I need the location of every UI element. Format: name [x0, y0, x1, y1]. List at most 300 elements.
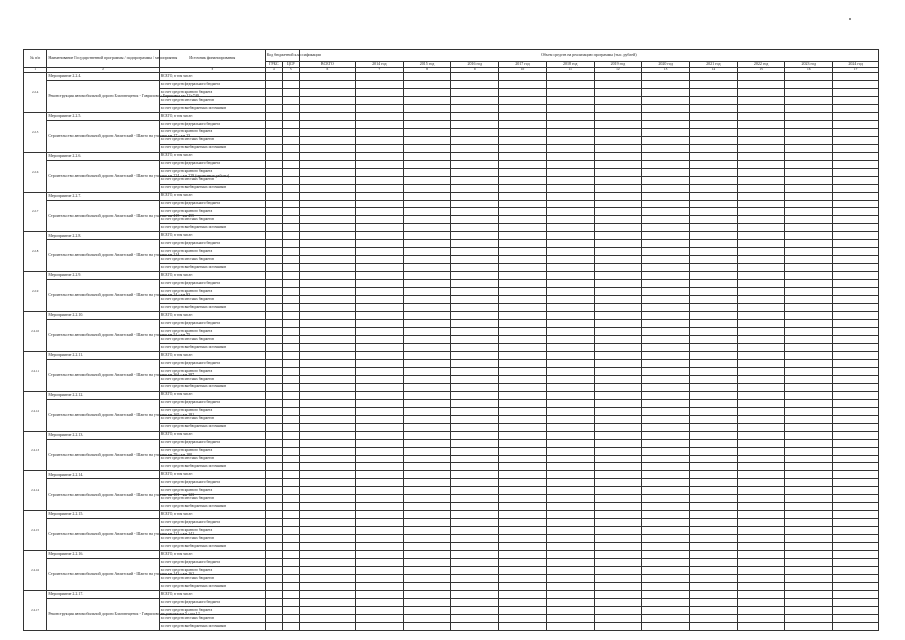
year-value-cell	[737, 176, 785, 184]
year-value-cell	[642, 479, 690, 487]
year-value-cell	[833, 296, 879, 304]
year-value-cell	[642, 503, 690, 511]
total-cell	[299, 367, 355, 375]
year-value-cell	[546, 168, 594, 176]
year-value-cell	[785, 335, 833, 343]
year-value-cell	[451, 431, 499, 439]
year-value-cell	[355, 583, 403, 591]
year-value-cell	[403, 192, 451, 200]
year-value-cell	[499, 471, 547, 479]
year-value-cell	[451, 288, 499, 296]
year-value-cell	[689, 463, 737, 471]
total-cell	[299, 343, 355, 351]
year-value-cell	[689, 232, 737, 240]
header-name: Наименование Государственной программы / подпрограммы / мероприятия	[47, 50, 159, 68]
csr-cell	[282, 511, 299, 519]
event-description: Строительство автомобильной дороги Авлитский - Шапто на участке км 24 - км 93	[47, 280, 159, 312]
year-value-cell	[785, 551, 833, 559]
year-value-cell	[642, 590, 690, 598]
csr-cell	[282, 104, 299, 112]
year-value-cell	[785, 280, 833, 288]
year-value-cell	[642, 104, 690, 112]
grbs-cell	[265, 527, 282, 535]
total-cell	[299, 168, 355, 176]
year-value-cell	[355, 80, 403, 88]
column-index: 8	[403, 68, 451, 73]
header-year: 2015 год	[403, 62, 451, 68]
year-value-cell	[785, 208, 833, 216]
funding-source: за счет средств краевого бюджета	[159, 88, 265, 96]
year-value-cell	[833, 407, 879, 415]
grbs-cell	[265, 176, 282, 184]
year-value-cell	[355, 519, 403, 527]
year-value-cell	[594, 312, 642, 320]
year-value-cell	[499, 487, 547, 495]
year-value-cell	[642, 622, 690, 630]
year-value-cell	[499, 543, 547, 551]
year-value-cell	[642, 598, 690, 606]
year-value-cell	[546, 551, 594, 559]
funding-source: за счет средств внебюджетных источников	[159, 383, 265, 391]
year-value-cell	[785, 304, 833, 312]
grbs-cell	[265, 312, 282, 320]
year-value-cell	[594, 240, 642, 248]
grbs-cell	[265, 455, 282, 463]
year-value-cell	[546, 80, 594, 88]
grbs-cell	[265, 200, 282, 208]
year-value-cell	[499, 312, 547, 320]
total-cell	[299, 551, 355, 559]
table-row	[24, 439, 879, 447]
year-value-cell	[594, 343, 642, 351]
year-value-cell	[594, 272, 642, 280]
csr-cell	[282, 144, 299, 152]
grbs-cell	[265, 80, 282, 88]
year-value-cell	[546, 96, 594, 104]
year-value-cell	[546, 375, 594, 383]
year-value-cell	[689, 144, 737, 152]
year-value-cell	[355, 559, 403, 567]
year-value-cell	[451, 622, 499, 630]
year-value-cell	[355, 144, 403, 152]
grbs-cell	[265, 415, 282, 423]
year-value-cell	[737, 590, 785, 598]
year-value-cell	[785, 447, 833, 455]
year-value-cell	[499, 240, 547, 248]
year-value-cell	[737, 559, 785, 567]
year-value-cell	[546, 296, 594, 304]
year-value-cell	[785, 80, 833, 88]
year-value-cell	[403, 383, 451, 391]
year-value-cell	[689, 288, 737, 296]
year-value-cell	[355, 320, 403, 328]
year-value-cell	[785, 232, 833, 240]
year-value-cell	[403, 399, 451, 407]
year-value-cell	[689, 575, 737, 583]
year-value-cell	[833, 184, 879, 192]
year-value-cell	[594, 431, 642, 439]
year-value-cell	[546, 280, 594, 288]
year-value-cell	[499, 511, 547, 519]
funding-source: ВСЕГО, в том числе:	[159, 312, 265, 320]
year-value-cell	[642, 112, 690, 120]
year-value-cell	[785, 606, 833, 614]
csr-cell	[282, 73, 299, 81]
year-value-cell	[355, 343, 403, 351]
year-value-cell	[451, 272, 499, 280]
year-value-cell	[737, 144, 785, 152]
year-value-cell	[594, 447, 642, 455]
year-value-cell	[737, 192, 785, 200]
year-value-cell	[546, 495, 594, 503]
grbs-cell	[265, 112, 282, 120]
year-value-cell	[451, 88, 499, 96]
year-value-cell	[451, 192, 499, 200]
year-value-cell	[737, 399, 785, 407]
year-value-cell	[451, 614, 499, 622]
year-value-cell	[833, 606, 879, 614]
row-number: 2.2.12	[24, 391, 47, 431]
row-number: 2.2.13	[24, 431, 47, 471]
row-number: 2.2.16	[24, 551, 47, 591]
year-value-cell	[594, 264, 642, 272]
funding-source: за счет средств внебюджетных источников	[159, 503, 265, 511]
year-value-cell	[355, 128, 403, 136]
year-value-cell	[403, 359, 451, 367]
year-value-cell	[355, 471, 403, 479]
year-value-cell	[451, 455, 499, 463]
year-value-cell	[833, 351, 879, 359]
year-value-cell	[594, 248, 642, 256]
total-cell	[299, 192, 355, 200]
year-value-cell	[689, 567, 737, 575]
year-value-cell	[785, 256, 833, 264]
year-value-cell	[785, 598, 833, 606]
year-value-cell	[689, 519, 737, 527]
year-value-cell	[403, 335, 451, 343]
year-value-cell	[594, 551, 642, 559]
year-value-cell	[642, 351, 690, 359]
year-value-cell	[642, 80, 690, 88]
year-value-cell	[785, 128, 833, 136]
total-cell	[299, 256, 355, 264]
year-value-cell	[451, 328, 499, 336]
total-cell	[299, 136, 355, 144]
year-value-cell	[785, 96, 833, 104]
grbs-cell	[265, 543, 282, 551]
grbs-cell	[265, 606, 282, 614]
year-value-cell	[737, 304, 785, 312]
funding-source: ВСЕГО, в том числе:	[159, 112, 265, 120]
year-value-cell	[833, 479, 879, 487]
csr-cell	[282, 495, 299, 503]
year-value-cell	[689, 590, 737, 598]
grbs-cell	[265, 367, 282, 375]
year-value-cell	[642, 88, 690, 96]
year-value-cell	[355, 399, 403, 407]
year-value-cell	[355, 136, 403, 144]
year-value-cell	[833, 248, 879, 256]
year-value-cell	[499, 606, 547, 614]
year-value-cell	[546, 503, 594, 511]
funding-source: за счет средств внебюджетных источников	[159, 144, 265, 152]
year-value-cell	[594, 375, 642, 383]
year-value-cell	[451, 375, 499, 383]
year-value-cell	[546, 519, 594, 527]
year-value-cell	[499, 622, 547, 630]
year-value-cell	[499, 73, 547, 81]
year-value-cell	[451, 335, 499, 343]
year-value-cell	[403, 606, 451, 614]
year-value-cell	[642, 248, 690, 256]
year-value-cell	[833, 383, 879, 391]
year-value-cell	[833, 208, 879, 216]
year-value-cell	[785, 479, 833, 487]
year-value-cell	[499, 192, 547, 200]
column-index: 11	[546, 68, 594, 73]
csr-cell	[282, 407, 299, 415]
year-value-cell	[451, 176, 499, 184]
year-value-cell	[451, 136, 499, 144]
year-value-cell	[594, 128, 642, 136]
year-value-cell	[451, 73, 499, 81]
event-description: Строительство автомобильной дороги Авлитский - Шапто на участке км 224 - км 229 (проектные работы)	[47, 160, 159, 192]
grbs-cell	[265, 614, 282, 622]
csr-cell	[282, 471, 299, 479]
funding-source: за счет средств внебюджетных источников	[159, 264, 265, 272]
total-cell	[299, 208, 355, 216]
year-value-cell	[594, 463, 642, 471]
year-value-cell	[642, 415, 690, 423]
year-value-cell	[546, 543, 594, 551]
year-value-cell	[785, 320, 833, 328]
year-value-cell	[785, 176, 833, 184]
year-value-cell	[403, 256, 451, 264]
year-value-cell	[833, 192, 879, 200]
year-value-cell	[546, 367, 594, 375]
year-value-cell	[833, 73, 879, 81]
funding-source: за счет средств краевого бюджета	[159, 527, 265, 535]
total-cell	[299, 431, 355, 439]
year-value-cell	[642, 343, 690, 351]
year-value-cell	[689, 343, 737, 351]
year-value-cell	[451, 479, 499, 487]
year-value-cell	[546, 407, 594, 415]
year-value-cell	[833, 320, 879, 328]
year-value-cell	[737, 160, 785, 168]
year-value-cell	[642, 359, 690, 367]
column-index: 12	[594, 68, 642, 73]
year-value-cell	[403, 455, 451, 463]
year-value-cell	[355, 296, 403, 304]
year-value-cell	[594, 383, 642, 391]
table-row	[24, 399, 879, 407]
year-value-cell	[355, 272, 403, 280]
csr-cell	[282, 415, 299, 423]
year-value-cell	[594, 112, 642, 120]
year-value-cell	[499, 423, 547, 431]
year-value-cell	[546, 535, 594, 543]
grbs-cell	[265, 359, 282, 367]
year-value-cell	[594, 511, 642, 519]
table-row	[24, 519, 879, 527]
year-value-cell	[642, 399, 690, 407]
year-value-cell	[546, 328, 594, 336]
year-value-cell	[403, 487, 451, 495]
year-value-cell	[451, 495, 499, 503]
year-value-cell	[355, 495, 403, 503]
funding-source: ВСЕГО, в том числе:	[159, 192, 265, 200]
year-value-cell	[833, 391, 879, 399]
year-value-cell	[737, 343, 785, 351]
year-value-cell	[737, 248, 785, 256]
grbs-cell	[265, 104, 282, 112]
year-value-cell	[689, 583, 737, 591]
year-value-cell	[403, 367, 451, 375]
year-value-cell	[689, 606, 737, 614]
year-value-cell	[451, 423, 499, 431]
year-value-cell	[785, 590, 833, 598]
table-row	[24, 511, 879, 519]
year-value-cell	[499, 407, 547, 415]
year-value-cell	[594, 224, 642, 232]
year-value-cell	[355, 543, 403, 551]
funding-source: за счет средств федерального бюджета	[159, 479, 265, 487]
year-value-cell	[499, 479, 547, 487]
year-value-cell	[594, 559, 642, 567]
year-value-cell	[642, 606, 690, 614]
csr-cell	[282, 423, 299, 431]
year-value-cell	[355, 240, 403, 248]
year-value-cell	[355, 487, 403, 495]
year-value-cell	[499, 590, 547, 598]
year-value-cell	[451, 104, 499, 112]
csr-cell	[282, 463, 299, 471]
total-cell	[299, 583, 355, 591]
grbs-cell	[265, 128, 282, 136]
year-value-cell	[499, 383, 547, 391]
year-value-cell	[594, 80, 642, 88]
year-value-cell	[642, 535, 690, 543]
csr-cell	[282, 343, 299, 351]
event-label: Мероприятие 2.2.4.	[47, 73, 159, 81]
year-value-cell	[451, 184, 499, 192]
event-label: Мероприятие 2.2.5.	[47, 112, 159, 120]
year-value-cell	[785, 168, 833, 176]
year-value-cell	[833, 343, 879, 351]
year-value-cell	[499, 288, 547, 296]
year-value-cell	[355, 479, 403, 487]
header-year: 2023 год	[785, 62, 833, 68]
year-value-cell	[737, 622, 785, 630]
year-value-cell	[594, 280, 642, 288]
funding-source: за счет средств внебюджетных источников	[159, 304, 265, 312]
column-index: 16	[785, 68, 833, 73]
event-description: Строительство автомобильной дороги Авлитский - Шапто на участке км 364 - км 387	[47, 359, 159, 391]
year-value-cell	[642, 320, 690, 328]
year-value-cell	[737, 80, 785, 88]
year-value-cell	[642, 328, 690, 336]
event-label: Мероприятие 2.2.17.	[47, 590, 159, 598]
year-value-cell	[642, 216, 690, 224]
year-value-cell	[499, 431, 547, 439]
year-value-cell	[737, 335, 785, 343]
csr-cell	[282, 519, 299, 527]
year-value-cell	[594, 176, 642, 184]
year-value-cell	[451, 439, 499, 447]
year-value-cell	[451, 598, 499, 606]
year-value-cell	[833, 447, 879, 455]
year-value-cell	[499, 152, 547, 160]
year-value-cell	[785, 559, 833, 567]
year-value-cell	[451, 256, 499, 264]
year-value-cell	[499, 551, 547, 559]
event-description: Реконструкция автомобильной дороги Благовещенск - Гаврилово - Березовка км 12+740	[47, 80, 159, 112]
year-value-cell	[594, 359, 642, 367]
year-value-cell	[403, 312, 451, 320]
grbs-cell	[265, 168, 282, 176]
year-value-cell	[355, 431, 403, 439]
year-value-cell	[403, 232, 451, 240]
year-value-cell	[689, 543, 737, 551]
year-value-cell	[689, 551, 737, 559]
year-value-cell	[737, 567, 785, 575]
total-cell	[299, 375, 355, 383]
csr-cell	[282, 216, 299, 224]
year-value-cell	[785, 415, 833, 423]
year-value-cell	[403, 439, 451, 447]
year-value-cell	[737, 495, 785, 503]
year-value-cell	[451, 343, 499, 351]
year-value-cell	[737, 96, 785, 104]
total-cell	[299, 567, 355, 575]
year-value-cell	[499, 503, 547, 511]
grbs-cell	[265, 256, 282, 264]
year-value-cell	[499, 296, 547, 304]
total-cell	[299, 73, 355, 81]
year-value-cell	[451, 160, 499, 168]
year-value-cell	[642, 73, 690, 81]
grbs-cell	[265, 224, 282, 232]
year-value-cell	[546, 112, 594, 120]
year-value-cell	[499, 455, 547, 463]
year-value-cell	[355, 367, 403, 375]
year-value-cell	[737, 487, 785, 495]
funding-source: за счет средств краевого бюджета	[159, 606, 265, 614]
total-cell	[299, 575, 355, 583]
funding-source: за счет средств местных бюджетов	[159, 176, 265, 184]
year-value-cell	[594, 415, 642, 423]
column-index: 2	[47, 68, 159, 73]
column-index: 13	[642, 68, 690, 73]
row-number: 2.2.8	[24, 232, 47, 272]
grbs-cell	[265, 208, 282, 216]
funding-source: за счет средств внебюджетных источников	[159, 343, 265, 351]
year-value-cell	[833, 471, 879, 479]
year-value-cell	[499, 128, 547, 136]
year-value-cell	[403, 208, 451, 216]
year-value-cell	[403, 519, 451, 527]
year-value-cell	[546, 359, 594, 367]
header-year: 2021 год	[689, 62, 737, 68]
year-value-cell	[785, 192, 833, 200]
year-value-cell	[785, 200, 833, 208]
year-value-cell	[737, 375, 785, 383]
total-cell	[299, 383, 355, 391]
funding-source: за счет средств местных бюджетов	[159, 495, 265, 503]
year-value-cell	[785, 272, 833, 280]
year-value-cell	[499, 575, 547, 583]
